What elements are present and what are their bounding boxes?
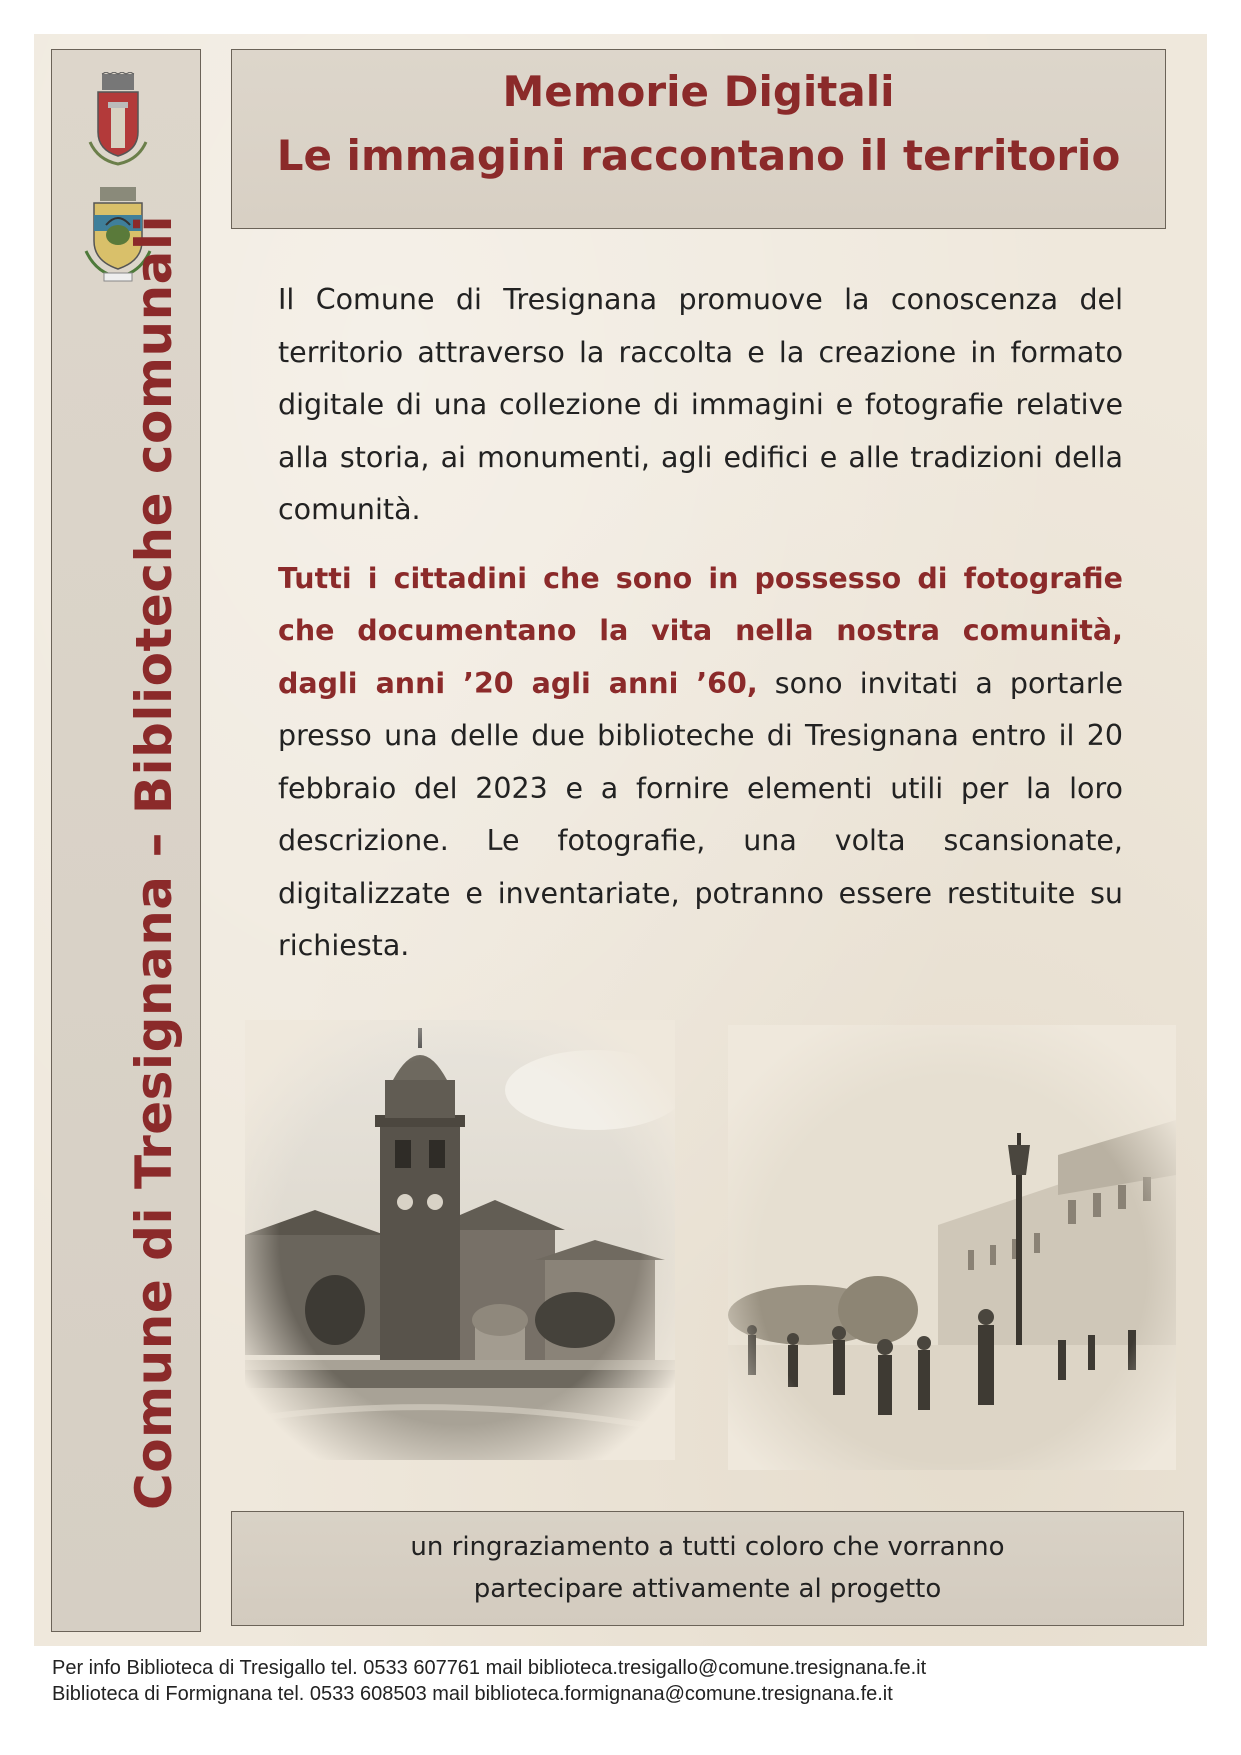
footer-contacts — [52, 1655, 1202, 1707]
page-title: Memorie Digitali — [502, 67, 895, 116]
footer-line-formignana: Biblioteca di Formignana tel. 0533 608503 mail biblioteca.formignana@comune.tresignana.fe.it — [52, 1683, 893, 1705]
invitation-rest: sono invitati a portarle presso una delle due biblioteche di Tresignana entro il 20 febbraio del 2023 e a fornire elementi utili per la loro descrizione. Le fotografie, una volta scansionate, digitalizzate e inventariate, potranno essere restituite su richiesta. — [278, 666, 1123, 962]
tresigallo-crest-icon — [80, 72, 156, 172]
thanks-line-1: un ringraziamento a tutti coloro che vorranno — [410, 1532, 1005, 1562]
title-box — [231, 49, 1166, 229]
footer-line-tresigallo: Per info Biblioteca di Tresigallo tel. 0533 607761 mail biblioteca.tresigallo@comune.tresignana.fe.it — [52, 1657, 927, 1679]
body-text — [278, 274, 1123, 973]
invitation-paragraph — [278, 553, 1123, 973]
page-subtitle: Le immagini raccontano il territorio — [276, 131, 1121, 180]
intro-paragraph: Il Comune di Tresignana promuove la conoscenza del territorio attraverso la raccolta e la creazione in formato digitale di una collezione di immagini e fotografie relative alla storia, ai monumenti, agli edifici e alle tradizioni della comunità. — [278, 283, 1123, 526]
invitation-highlight: Tutti i cittadini che sono in possesso di fotografie che documentano la vita nella nostra comunità, dagli anni ’20 agli anni ’60, — [278, 561, 1123, 700]
church-tower-photo — [245, 1020, 675, 1460]
street-scene-photo — [728, 1025, 1176, 1470]
thanks-box — [231, 1511, 1184, 1626]
thanks-line-2: partecipare attivamente al progetto — [473, 1574, 942, 1604]
side-title: Comune di Tresignana – Biblioteche comunali — [125, 214, 183, 1510]
